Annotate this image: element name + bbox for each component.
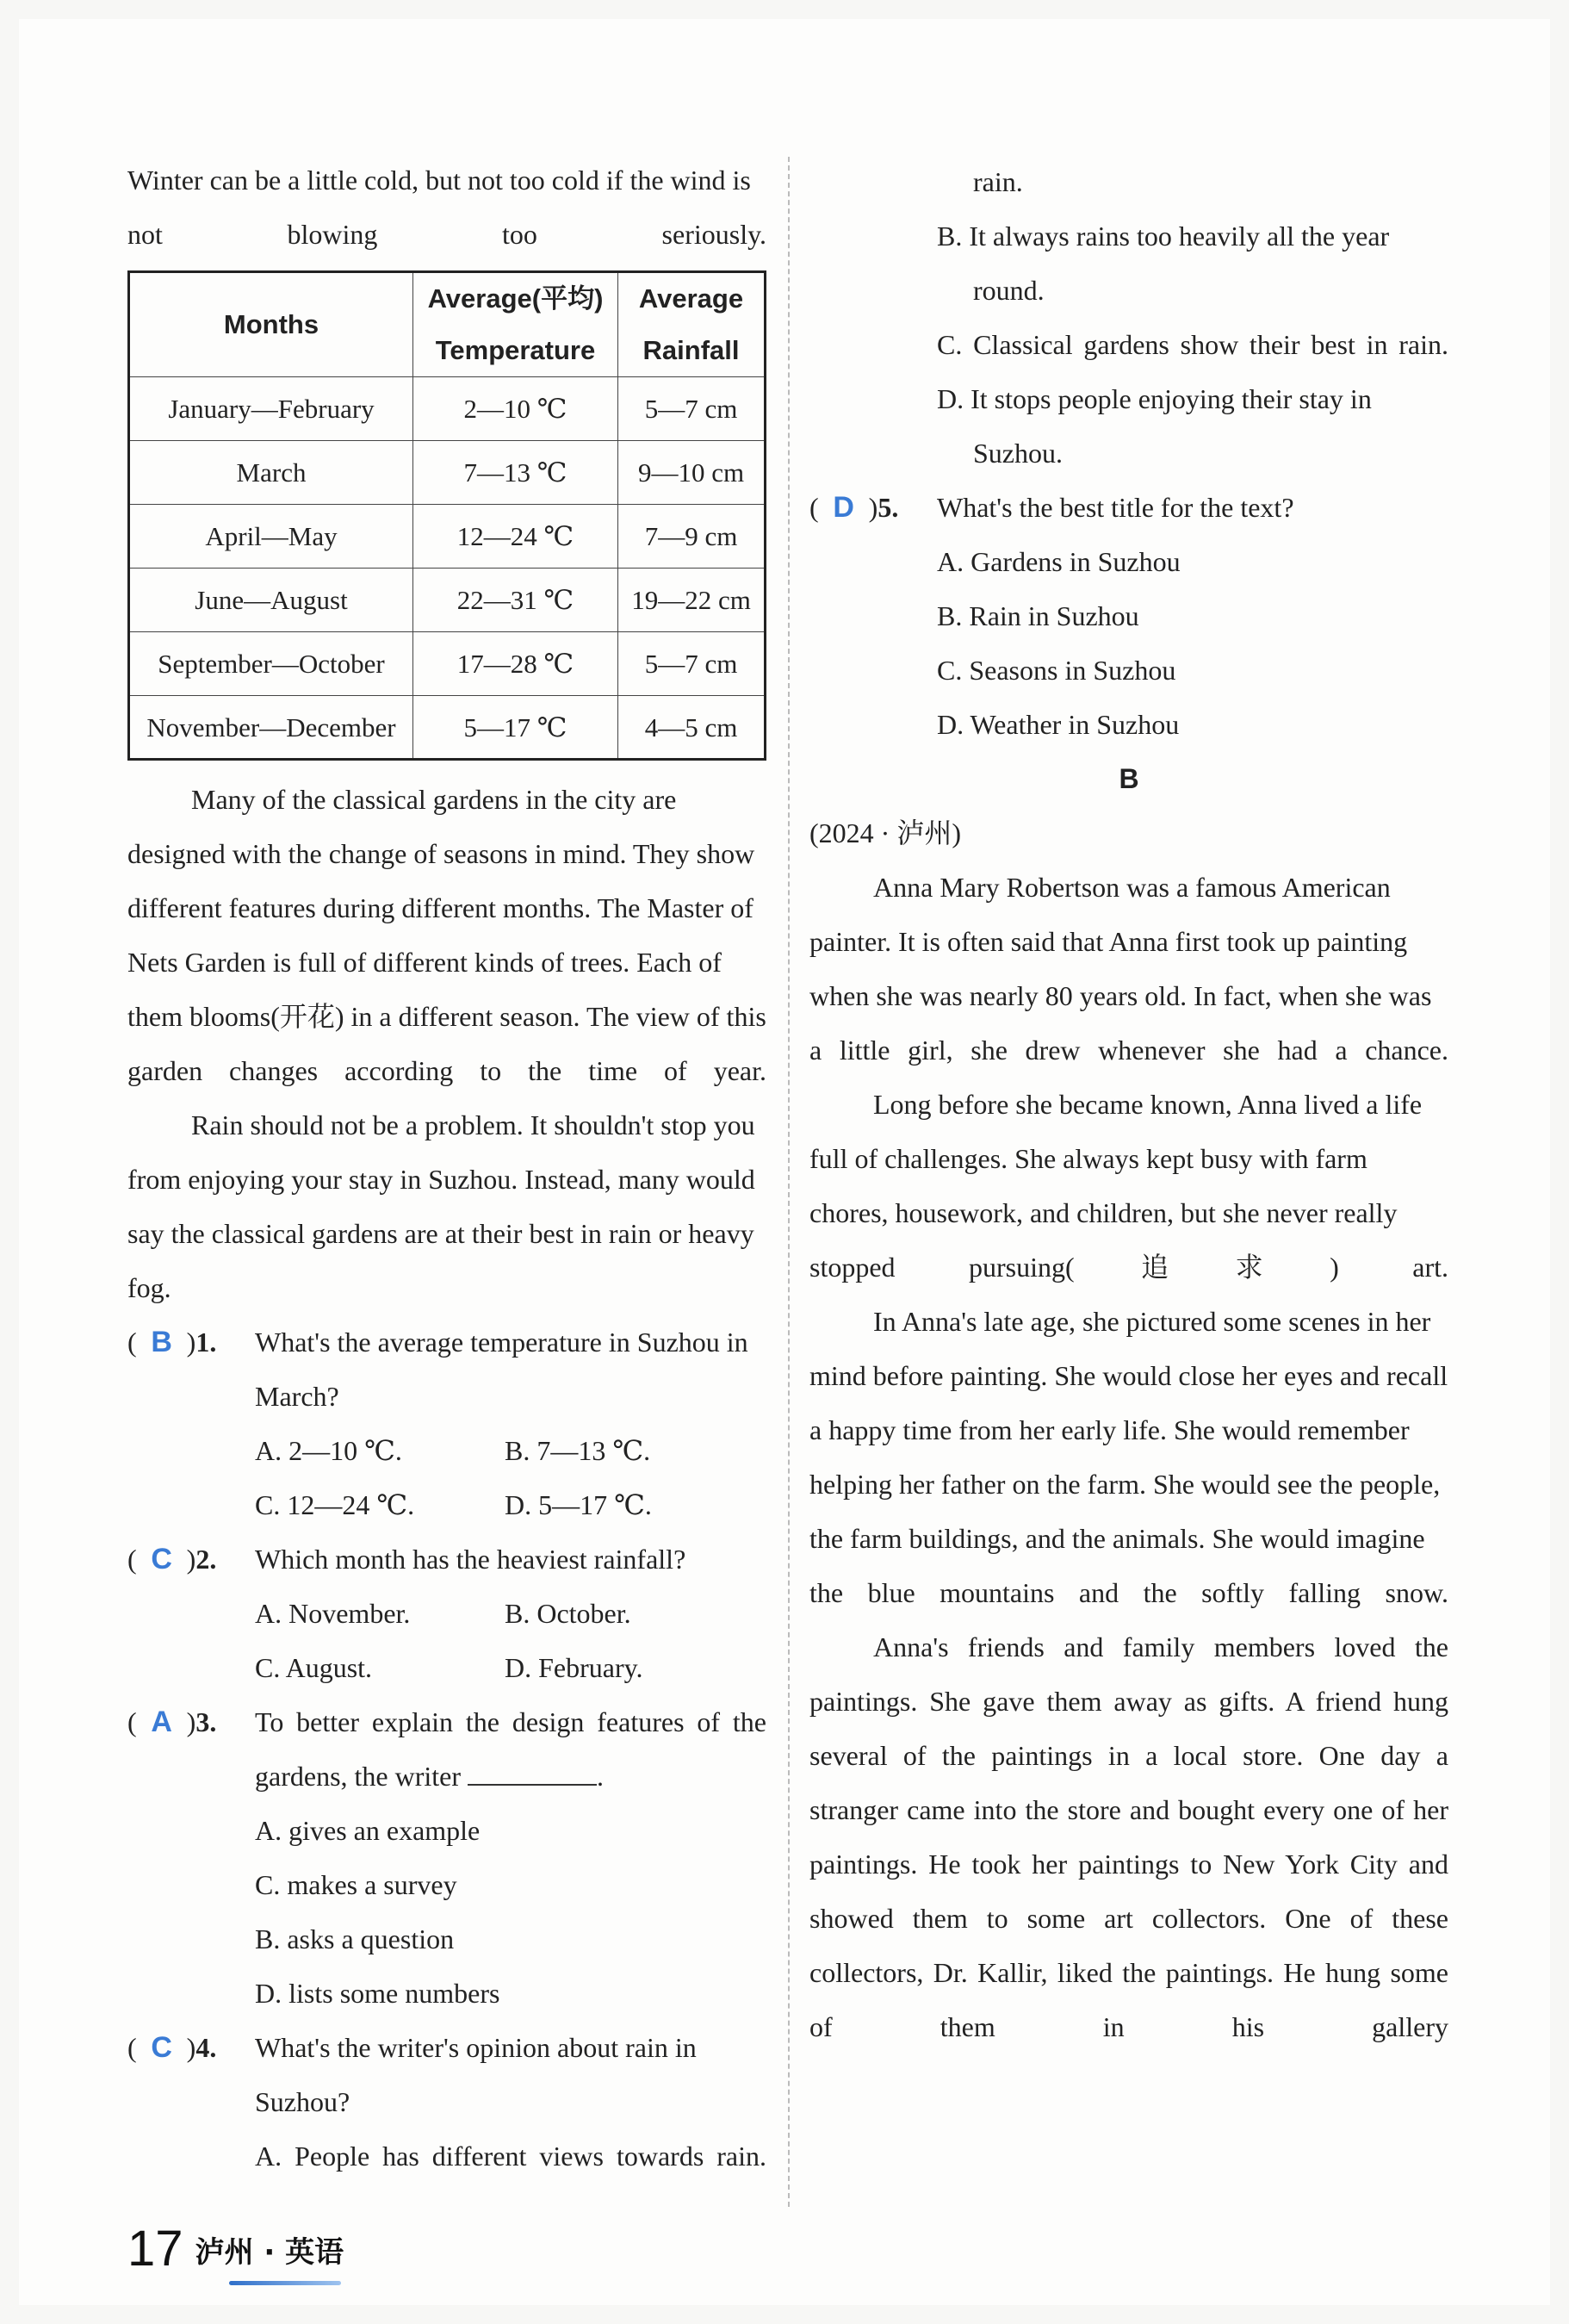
answer-bracket: ( D )5. xyxy=(809,481,937,535)
question-text xyxy=(255,1695,766,1804)
cell-month: June—August xyxy=(129,569,413,632)
passage-paragraph: In Anna's late age, she pictured some scenes in her mind before painting. She would close her eyes and recall a happy time from her early life. She would remember helping her father on the farm. She would see the people, the farm buildings, and the animals. She would imagine the blue mountains and the softly falling snow. xyxy=(809,1306,1448,1608)
option-b: B. asks a question xyxy=(255,1923,455,1954)
options xyxy=(809,535,1448,752)
cell-month: November—December xyxy=(129,696,413,760)
cell-temp: 5—17 ℃ xyxy=(413,696,618,760)
option-d: D. lists some numbers xyxy=(255,1978,500,2009)
cell-rain: 5—7 cm xyxy=(618,632,766,696)
options xyxy=(127,2129,766,2184)
option-d: D. February. xyxy=(505,1652,643,1683)
question-number: 5. xyxy=(878,492,899,523)
option-c: C. 12—24 ℃. xyxy=(255,1489,415,1520)
table-row xyxy=(129,441,766,505)
cell-rain: 5—7 cm xyxy=(618,377,766,441)
answer-letter: C xyxy=(151,2031,172,2064)
cell-month: March xyxy=(129,441,413,505)
question-text-before: To better explain the design features of the gardens, the writer xyxy=(255,1706,766,1792)
answer-bracket: ( B )1. xyxy=(127,1315,255,1370)
question-4 xyxy=(127,2021,766,2129)
cell-rain: 9—10 cm xyxy=(618,441,766,505)
question-text: What's the best title for the text? xyxy=(937,492,1294,523)
header-temperature-line2: Temperature xyxy=(435,335,596,365)
header-months: Months xyxy=(129,272,413,377)
question-number: 4. xyxy=(195,2032,217,2063)
passage-paragraph: Anna's friends and family members loved the paintings. She gave them away as gifts. A friend hung several of the paintings in a local store. One day a stranger came into the store and bought every one of her paintings. He took her paintings to New York City and showed them to some art collectors. One of these collectors, Dr. Kallir, liked the paintings. He hung some of them in his gallery xyxy=(809,1631,1448,2042)
header-rainfall-line1: Average xyxy=(638,283,744,314)
question-text-after: . xyxy=(597,1761,605,1792)
intro-paragraph: Winter can be a little cold, but not too cold if the wind is not blowing too seriously. xyxy=(127,165,766,250)
answer-bracket: ( A )3. xyxy=(127,1695,255,1749)
answer-letter: A xyxy=(151,1706,172,1738)
header-temperature-line1: Average(平均) xyxy=(427,283,604,314)
left-column xyxy=(127,153,766,2184)
option-c: C. makes a survey xyxy=(255,1869,457,1900)
table-header-row xyxy=(129,272,766,377)
section-heading: B xyxy=(1119,763,1139,794)
cell-temp: 12—24 ℃ xyxy=(413,505,618,569)
cell-month: January—February xyxy=(129,377,413,441)
answer-letter: B xyxy=(151,1326,172,1358)
question-1 xyxy=(127,1315,766,1424)
cell-rain: 19—22 cm xyxy=(618,569,766,632)
cell-month: April—May xyxy=(129,505,413,569)
table-row xyxy=(129,505,766,569)
answer-blank xyxy=(468,1755,597,1786)
option-a: A. 2—10 ℃. xyxy=(255,1435,402,1466)
right-column xyxy=(809,155,1448,2054)
weather-table xyxy=(127,270,766,761)
column-divider xyxy=(788,157,790,2207)
answer-letter: C xyxy=(151,1543,172,1575)
header-temperature xyxy=(413,272,618,377)
table-row xyxy=(129,377,766,441)
cell-month: September—October xyxy=(129,632,413,696)
option-a-continued: rain. xyxy=(973,166,1023,197)
book-label: 泸州 · 英语 xyxy=(195,2235,344,2270)
table-row xyxy=(129,569,766,632)
option-d: D. Weather in Suzhou xyxy=(937,709,1180,740)
cell-temp: 17—28 ℃ xyxy=(413,632,618,696)
options-continued xyxy=(809,155,1448,481)
option-a: A. Gardens in Suzhou xyxy=(937,546,1181,577)
answer-letter: D xyxy=(833,491,854,524)
table-row xyxy=(129,696,766,760)
option-b: B. October. xyxy=(505,1598,631,1629)
option-b: B. 7—13 ℃. xyxy=(505,1435,651,1466)
question-number: 1. xyxy=(195,1327,217,1358)
footer-accent-bar xyxy=(229,2281,341,2285)
page-footer xyxy=(127,2221,344,2277)
page-number: 17 xyxy=(127,2221,183,2277)
question-number: 3. xyxy=(195,1706,217,1737)
options xyxy=(127,1804,766,2021)
option-a: A. November. xyxy=(255,1598,411,1629)
source-label: (2024 · 泸州) xyxy=(809,817,961,848)
passage-paragraph: Anna Mary Robertson was a famous American painter. It is often said that Anna first took up painting when she was nearly 80 years old. In fact, when she was a little girl, she drew whenever she had a chance. xyxy=(809,872,1448,1066)
answer-bracket: ( C )4. xyxy=(127,2021,255,2075)
answer-bracket: ( C )2. xyxy=(127,1532,255,1587)
option-a: A. gives an example xyxy=(255,1815,481,1846)
cell-rain: 4—5 cm xyxy=(618,696,766,760)
option-d: D. 5—17 ℃. xyxy=(505,1489,652,1520)
question-3 xyxy=(127,1695,766,1804)
cell-rain: 7—9 cm xyxy=(618,505,766,569)
passage-paragraph: Long before she became known, Anna lived a life full of challenges. She always kept busy with farm chores, housework, and children, but she never really stopped pursuing(追求) art. xyxy=(809,1089,1448,1283)
question-2 xyxy=(127,1532,766,1587)
table-row xyxy=(129,632,766,696)
cell-temp: 22—31 ℃ xyxy=(413,569,618,632)
page xyxy=(19,19,1550,2305)
option-c: C. Seasons in Suzhou xyxy=(937,655,1176,686)
options xyxy=(127,1587,766,1695)
header-rainfall-line2: Rainfall xyxy=(642,335,740,365)
header-rainfall xyxy=(618,272,766,377)
option-d: D. It stops people enjoying their stay in Suzhou. xyxy=(937,383,1372,469)
cell-temp: 7—13 ℃ xyxy=(413,441,618,505)
question-5 xyxy=(809,481,1448,535)
option-a: A. People has different views towards rain. xyxy=(255,2141,766,2172)
question-text: What's the writer's opinion about rain in Suzhou? xyxy=(255,2032,697,2117)
passage-paragraph: Many of the classical gardens in the city are designed with the change of seasons in mind. They show different features during different months. The Master of Nets Garden is full of different kinds of trees. Each of them blooms(开花) in a different season. The view of this garden changes according to the time of year. xyxy=(127,784,766,1086)
cell-temp: 2—10 ℃ xyxy=(413,377,618,441)
question-text: Which month has the heaviest rainfall? xyxy=(255,1544,686,1575)
option-c: C. August. xyxy=(255,1652,373,1683)
option-b: B. Rain in Suzhou xyxy=(937,600,1139,631)
passage-paragraph: Rain should not be a problem. It shouldn't stop you from enjoying your stay in Suzhou. Instead, many would say the classical gardens are at their best in rain or heavy fog. xyxy=(127,1109,755,1303)
option-b: B. It always rains too heavily all the year round. xyxy=(937,221,1390,306)
question-text: What's the average temperature in Suzhou in March? xyxy=(255,1327,748,1412)
question-number: 2. xyxy=(195,1544,217,1575)
option-c: C. Classical gardens show their best in rain. xyxy=(937,329,1448,360)
options xyxy=(127,1424,766,1532)
